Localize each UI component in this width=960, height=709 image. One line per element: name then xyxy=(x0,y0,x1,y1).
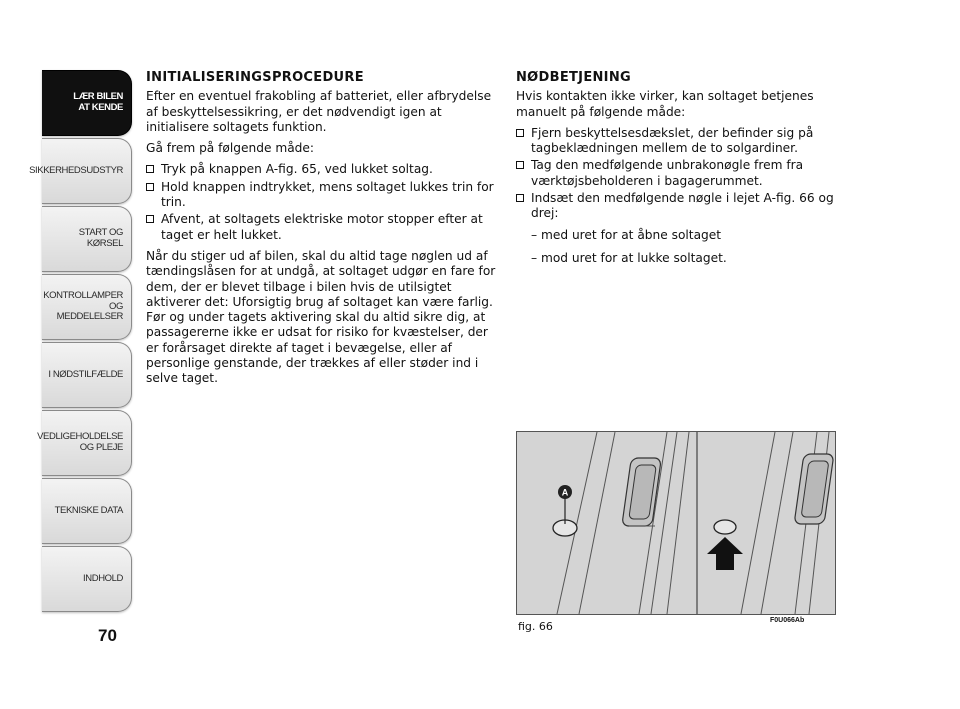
tab-start-og-korsel[interactable]: START OG KØRSEL xyxy=(42,206,132,272)
checkbox-bullet-icon xyxy=(516,129,524,137)
section-heading: NØDBETJENING xyxy=(516,70,631,85)
page-number: 70 xyxy=(98,626,117,645)
list-item xyxy=(516,126,848,157)
tab-indhold[interactable]: INDHOLD xyxy=(42,546,132,612)
figure-66-illustration xyxy=(516,431,836,615)
checkbox-bullet-icon xyxy=(516,161,524,169)
list-item-text: Hold knappen indtrykket, mens soltaget lukkes trin for trin. xyxy=(161,179,494,210)
tab-laer-bilen-at-kende[interactable]: LÆR BILEN AT KENDE xyxy=(42,70,132,136)
tab-vedligeholdelse[interactable]: VEDLIGEHOLDELSE OG PLEJE xyxy=(42,410,132,476)
figure-caption: fig. 66 xyxy=(518,620,553,633)
steps-list xyxy=(516,126,848,222)
tab-tekniske-data[interactable]: TEKNISKE DATA xyxy=(42,478,132,544)
list-item-text: Fjern beskyttelsesdækslet, der befinder sig på tagbeklædningen mellem de to solgardiner. xyxy=(531,125,814,156)
list-item xyxy=(516,191,848,222)
list-item xyxy=(516,158,848,189)
tab-kontrollamper[interactable]: KONTROLLAMPER OG MEDDELELSER xyxy=(42,274,132,340)
tab-i-nodstilfaelde[interactable]: I NØDSTILFÆLDE xyxy=(42,342,132,408)
dash-item-close: – mod uret for at lukke soltaget. xyxy=(531,250,727,265)
callout-label: A xyxy=(561,487,569,498)
cover-ellipse xyxy=(714,520,736,534)
list-item xyxy=(146,162,498,177)
roof-panel-drawing xyxy=(517,432,835,614)
list-item-text: Afvent, at soltagets elektriske motor stopper efter at taget er helt lukket. xyxy=(161,212,483,242)
checkbox-bullet-icon xyxy=(516,194,524,202)
dash-item-open: – med uret for at åbne soltaget xyxy=(531,227,722,242)
list-item-text: Tag den medfølgende unbrakonøgle frem fra værktøjsbeholderen i bagagerummet. xyxy=(531,158,804,188)
checkbox-bullet-icon xyxy=(146,165,154,173)
initialization-section xyxy=(146,70,498,393)
steps-list xyxy=(146,162,498,242)
paragraph-warning: Når du stiger ud af bilen, skal du altid tage nøglen ud af tændingslåsen for at undgå, at soltaget udgør en fare for dem, der er blevet tilbage i bilen hvis de utilsigtet aktiverer det: Uforsigtig brug af soltaget kan være farlig. Før og under tagets aktivering skal du altid sikre dig, at passagererne ikke er udsat for risiko for kvæstelser, der er forårsaget direkte af taget i bevægelse, eller af personlige genstande, der trækkes af eller støder ind i selve taget. xyxy=(146,248,496,386)
emergency-section xyxy=(516,70,848,274)
paragraph-intro: Hvis kontakten ikke virker, kan soltaget betjenes manuelt på følgende måde: xyxy=(516,89,814,119)
list-item-text: Indsæt den medfølgende nøgle i lejet A-fig. 66 og drej: xyxy=(531,191,834,221)
checkbox-bullet-icon xyxy=(146,215,154,223)
list-item xyxy=(146,180,498,211)
figure-code: F0U066Ab xyxy=(770,617,805,624)
section-heading: INITIALISERINGSPROCEDURE xyxy=(146,70,364,85)
list-item xyxy=(146,212,498,243)
tab-sikkerhedsudstyr[interactable]: SIKKERHEDSUDSTYR xyxy=(42,138,132,204)
checkbox-bullet-icon xyxy=(146,183,154,191)
paragraph-intro: Efter en eventuel frakobling af batteriet, eller afbrydelse af beskyttelsessikring, er det nødvendigt igen at initialisere soltagets funktion. xyxy=(146,89,492,134)
list-item-text: Tryk på knappen A-fig. 65, ved lukket soltag. xyxy=(161,162,433,177)
paragraph-lead: Gå frem på følgende måde: xyxy=(146,141,315,156)
